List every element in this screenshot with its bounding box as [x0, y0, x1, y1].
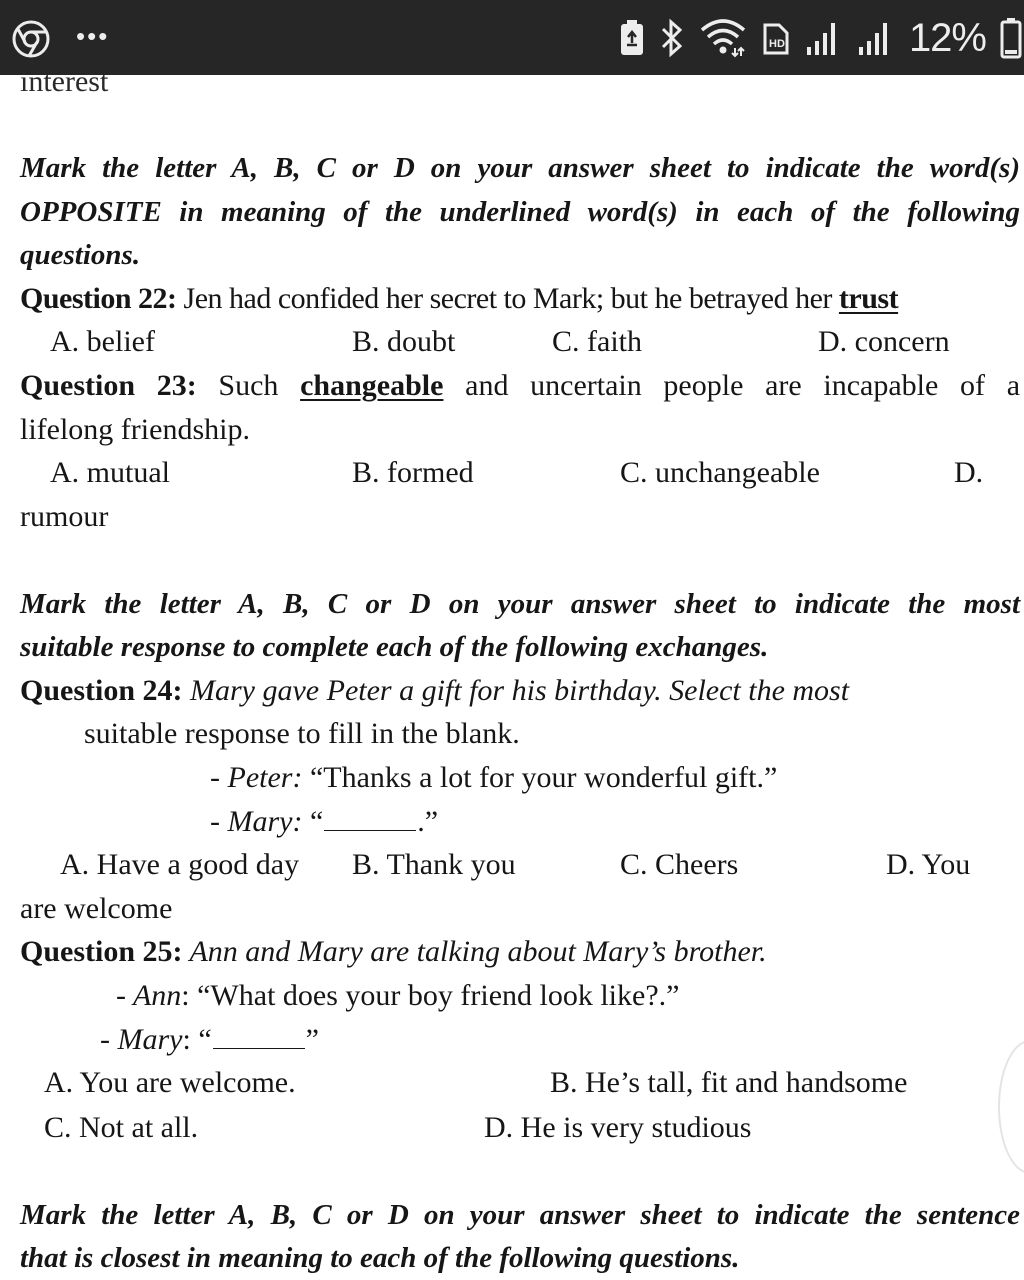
chrome-icon	[12, 20, 50, 58]
question-24-mary-line	[210, 804, 438, 840]
question-25-ann-line	[116, 978, 679, 1014]
question-22-option-b: B. doubt	[352, 325, 456, 358]
question-25-ann-text: : “What does your boy friend look like?.”	[181, 979, 680, 1012]
question-24-peter-label: - Peter:	[210, 761, 303, 794]
question-24-mary-open-quote: “	[302, 805, 324, 838]
question-24-option-d-wrap: are welcome	[20, 892, 173, 925]
scroll-edge-indicator	[998, 1040, 1024, 1174]
question-23-option-a: A. mutual	[50, 456, 170, 489]
question-24-option-b: B. Thank you	[352, 848, 516, 881]
question-23-stem-line2: lifelong friendship.	[20, 413, 250, 446]
question-22-stem	[20, 281, 898, 317]
question-25-mary-line	[100, 1022, 319, 1058]
question-22-label: Question 22:	[20, 282, 177, 315]
section2-instruction-line2: suitable response to complete each of the following exchanges.	[20, 631, 769, 663]
question-22-option-a: A. belief	[50, 325, 155, 358]
status-bar-left	[12, 20, 109, 58]
question-25-mary-label: - Mary	[100, 1023, 183, 1056]
question-25-option-a: A. You are welcome.	[44, 1066, 296, 1099]
question-23-underlined-word: changeable	[300, 369, 444, 402]
section1-instruction-line2: OPPOSITE in meaning of the underlined word(s) in each of the following	[20, 196, 1020, 228]
question-25-mary-open-quote: : “	[182, 1023, 212, 1056]
question-24-mary-label: - Mary:	[210, 805, 303, 838]
question-25-answer-blank	[213, 1024, 305, 1049]
battery-percentage: 12%	[908, 15, 986, 60]
section1-instruction-line3: questions.	[20, 239, 141, 271]
question-23-label: Question 23:	[20, 369, 197, 402]
wifi-icon	[699, 18, 747, 58]
question-25-mary-close-quote: ”	[305, 1023, 319, 1056]
question-25-label: Question 25:	[20, 935, 183, 968]
question-22-text: Jen had confided her secret to Mark; but he betrayed her	[176, 282, 839, 315]
question-24-prompt-line2: suitable response to fill in the blank.	[84, 717, 520, 750]
question-22-underlined-word: trust	[838, 282, 899, 315]
question-23-option-d-wrap: rumour	[20, 500, 109, 533]
question-23-option-c: C. unchangeable	[620, 456, 820, 489]
question-25-option-d: D. He is very studious	[484, 1111, 752, 1144]
question-24-stem	[20, 673, 849, 709]
signal-icon-1	[805, 19, 843, 57]
section3-instruction-line1: Mark the letter A, B, C or D on your answer sheet to indicate the sentence	[20, 1199, 1020, 1231]
section2-instruction-line1: Mark the letter A, B, C or D on your answer sheet to indicate the most	[20, 588, 1020, 620]
question-24-option-c: C. Cheers	[620, 848, 739, 881]
question-24-peter-line	[210, 760, 777, 796]
svg-text:HD: HD	[768, 38, 785, 50]
question-24-prompt: Mary gave Peter a gift for his birthday. Select the most	[182, 674, 850, 707]
question-25-ann-label: - Ann	[116, 979, 182, 1012]
notification-overflow-dots: •••	[76, 21, 110, 51]
question-24-option-d: D. You	[886, 848, 971, 881]
question-23-text-after: and uncertain people are incapable of a	[443, 369, 1021, 402]
question-24-option-a: A. Have a good day	[60, 848, 300, 881]
question-23-option-d: D.	[954, 456, 984, 489]
question-24-mary-close-quote: .”	[417, 805, 439, 838]
cutoff-previous-line: interest	[20, 65, 109, 98]
signal-icon-2	[857, 19, 895, 57]
question-24-label: Question 24:	[20, 674, 183, 707]
question-25-stem	[20, 934, 767, 970]
status-bar-right	[619, 12, 1022, 64]
section1-instruction-line1: Mark the letter A, B, C or D on your answer sheet to indicate the word(s)	[20, 152, 1020, 184]
question-24-peter-text: “Thanks a lot for your wonderful gift.”	[302, 761, 778, 794]
question-25-option-b: B. He’s tall, fit and handsome	[550, 1066, 908, 1099]
section3-instruction-line2: that is closest in meaning to each of the following questions.	[20, 1242, 740, 1274]
hd-call-icon	[761, 19, 791, 57]
question-23-text-before: Such	[196, 369, 301, 402]
question-23-stem	[20, 368, 1020, 404]
bluetooth-icon	[659, 18, 685, 58]
question-23-option-b: B. formed	[352, 456, 474, 489]
question-22-option-d: D. concern	[818, 325, 950, 358]
question-24-answer-blank	[324, 806, 416, 831]
question-25-prompt: Ann and Mary are talking about Mary’s brother.	[182, 935, 767, 968]
question-22-option-c: C. faith	[552, 325, 642, 358]
status-bar	[0, 0, 1024, 75]
battery-saver-icon	[619, 19, 645, 57]
battery-icon	[1000, 17, 1022, 59]
question-25-option-c: C. Not at all.	[44, 1111, 199, 1144]
